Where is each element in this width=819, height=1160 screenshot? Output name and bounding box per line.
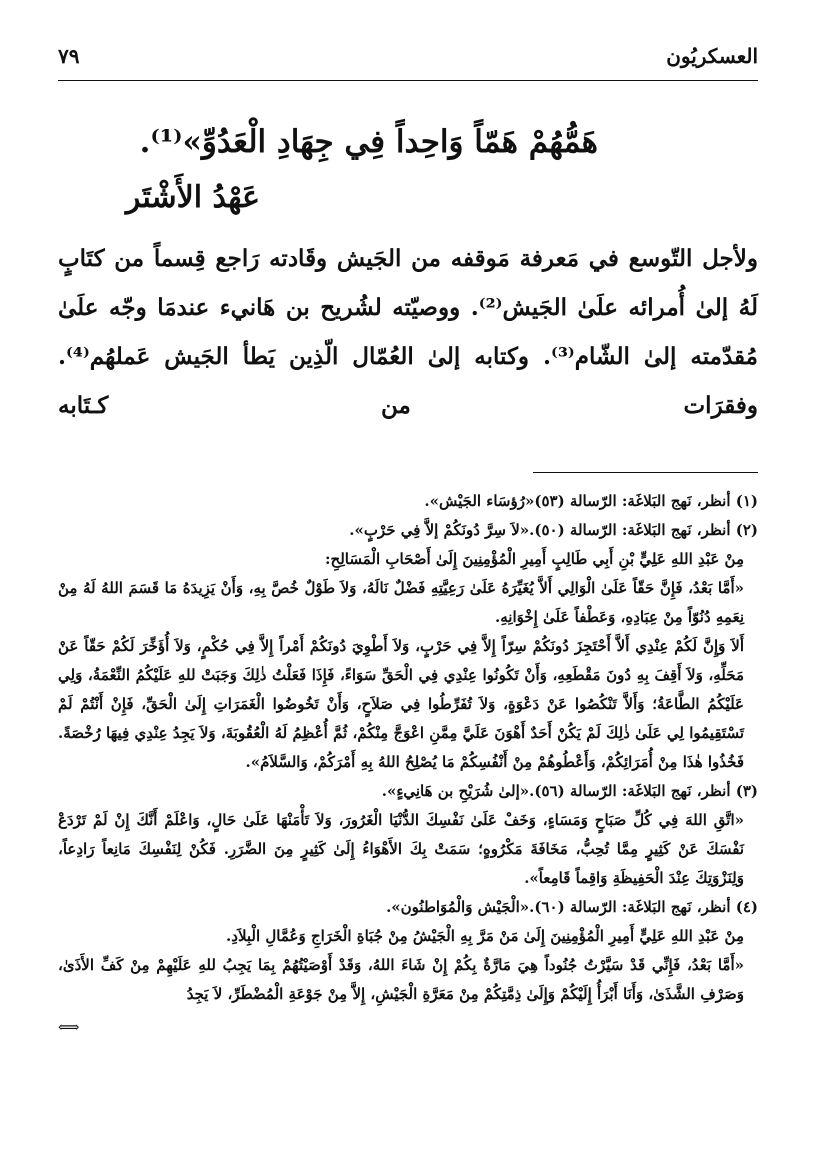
footnote-4-text: «أَمَّا بَعْدُ، فَإِنِّي قَدْ سَيَّرْتُ جُنُوداً هِيَ مَارَّةٌ بِكُمْ إِنْ شَاءَ اللهُ، وَقَدْ أَوْصَيْتُهُمْ بِمَا يَجِبُ للهِ عَلَيْهِمْ مِنْ كَفِّ الأَذَىٰ، وَصَرْفِ الشَّذَىٰ، وَأَنَا أَبْرَأُ إِلَيْكُمْ وَإِلَىٰ ذِمَّتِكُمْ مِنْ مَعَرَّةِ الْجَيْشِ، إِلاَّ مِنْ جَوْعَةِ الْمُضْطَرِّ، لاَ يَجِدُ [58, 956, 744, 1003]
footnote-2-text-1: «أَمَّا بَعْدُ، فَإِنَّ حَقّاً عَلَىٰ الْوَالِي أَلاَّ يُغَيِّرَهُ عَلَىٰ رَعِيَّتِهِ فَضْلٌ نَالَهُ، وَلاَ طَوْلٌ خُصَّ بِهِ، وَأَنْ يَزِيدَهُ مَا قَسَمَ اللهُ لَهُ مِنْ نِعَمِهِ دُنُوّاً مِنْ عِبَادِهِ، وَعَطْفاً عَلَىٰ إِخْوَانِهِ. [58, 579, 744, 626]
footnote-2-text-2: أَلاَ وَإِنَّ لَكُمْ عِنْدِي أَلاَّ أَحْتَجِزَ دُونَكُمْ سِرّاً إِلاَّ فِي حَرْبٍ، وَلاَ أَطْوِيَ دُونَكُمْ أَمْراً إِلاَّ فِي حُكْمٍ، وَلاَ أُؤَخِّرَ لَكُمْ حَقّاً عَنْ مَحَلِّهِ، وَلاَ أَقِفَ بِهِ دُونَ مَقْطَعِهِ، وَأَنْ تَكُونُوا عِنْدِي فِي الْحَقِّ سَوَاءً، فَإِذَا فَعَلْتُ ذٰلِكَ وَجَبَتْ للهِ عَلَيْكُمُ النِّعْمَةُ، وَلِي عَلَيْكُمُ الطَّاعَةُ؛ وَأَلاَّ تَنْكُصُوا عَنْ دَعْوَةٍ، وَلاَ تُفَرِّطُوا فِي صَلاَحٍ، وَأَنْ تَخُوضُوا الْغَمَرَاتِ إِلَىٰ الْحَقِّ، فَإِنْ أَنْتُمْ لَمْ تَسْتَقِيمُوا لِي عَلَىٰ ذٰلِكَ لَمْ يَكُنْ أَحَدٌ أَهْوَنَ عَلَيَّ مِمَّنِ اعْوَجَّ مِنْكُمْ، ثُمَّ أُعْظِمُ لَهُ الْعُقُوبَةَ، وَلاَ يَجِدُ عِنْدِي فِيهَا رُخْصَةً. فَخُذُوا هٰذَا مِنْ أُمَرَائِكُمْ، وَأَعْطُوهُمْ مِنْ أَنْفُسِكُمْ مَا يُصْلِحُ اللهُ بِهِ أَمْرَكُمْ، وَالسَّلاَمُ». [58, 637, 745, 771]
book-page [58, 40, 758, 1042]
footnote-2-addressee: مِنْ عَبْدِ اللهِ عَلِيٍّ بْنِ أَبِي طَالِبٍ أَمِيرِ الْمُؤْمِنِينَ إِلَىٰ أَصْحَابِ الْمَسَالِحِ: [325, 550, 744, 568]
section-title: عَهْدُ الأَشْتَر [125, 180, 260, 215]
footnote-3: (٣) أنظر، نَهج البَلاغَة: الرّسالة (٥٦).«إلىٰ شُرَيْحِ بن هَانِيءٍ». [381, 782, 758, 800]
footnotes [58, 487, 758, 1042]
continuation-mark: ⟺ [58, 1018, 80, 1036]
footnote-separator [533, 472, 758, 473]
page-number: ٧٩ [58, 44, 80, 68]
footnote-1: (١) أنظر، نَهج البَلاغَة: الرّسالة (٥٣)«رُؤسَاء الجَيْش». [424, 492, 758, 510]
body-paragraph: ولأجل التّوسع في مَعرفة مَوقفه من الجَيش وقَادته رَاجع قِسماً من كتَابٍ لَهُ إلىٰ أُمرائه علَىٰ الجَيش⁽²⁾. ووصيّته لشُريح بن هَانيء عندمَا وجّه علَىٰ مُقدّمته إلىٰ الشّام⁽³⁾. وكتابه إلىٰ العُمّال الّذِين يَطأ الجَيش عَملهُم⁽⁴⁾. وفقرَات من كـتَابه [58, 245, 759, 419]
quote-ending-line: هَمُّهُمْ هَمّاً وَاحِداً فِي جِهَادِ الْعَدُوِّ»⁽¹⁾. [139, 124, 598, 160]
footnote-4: (٤) أنظر، نَهج البَلاغَة: الرّسالة (٦٠).«الْجَيْش وَالْمُوَاطنُون». [386, 898, 758, 916]
header-rule [58, 80, 758, 81]
footnote-2: (٢) أنظر، نَهج البَلاغَة: الرّسالة (٥٠).«لاَ سِرَّ دُونَكُمْ إلاَّ فِي حَرْبٍ». [349, 521, 758, 539]
running-title: العسكريُون [666, 44, 758, 68]
page-header [58, 40, 758, 84]
footnote-4-addressee: مِنْ عَبْدِ اللهِ عَلِيٍّ أَمِيرِ الْمُؤْمِنِينَ إِلَىٰ مَنْ مَرَّ بِهِ الْجَيْشُ مِنْ جُبَاةِ الْخَرَاجِ وَعُمَّالِ الْبِلاَدِ. [226, 927, 744, 945]
footnote-3-text: «اتَّقِ اللهَ فِي كُلِّ صَبَاحٍ وَمَسَاءٍ، وَخَفْ عَلَىٰ نَفْسِكَ الدُّنْيَا الْغَرُورَ، وَلاَ تَأْمَنْهَا عَلَىٰ حَالٍ، وَاعْلَمْ أَنَّكَ إِنْ لَمْ تَرْدَعْ نَفْسَكَ عَنْ كَثِيرٍ مِمَّا تُحِبُّ، مَخَافَةَ مَكْرُوهٍ؛ سَمَتْ بِكَ الأَهْوَاءُ إِلَىٰ كَثِيرٍ مِنَ الضَّرَرِ. فَكُنْ لِنَفْسِكَ مَانِعاً رَادِعاً، وَلِنَزْوَتِكَ عِنْدَ الْحَفِيظَةِ وَاقِماً قَامِعاً». [58, 811, 744, 887]
